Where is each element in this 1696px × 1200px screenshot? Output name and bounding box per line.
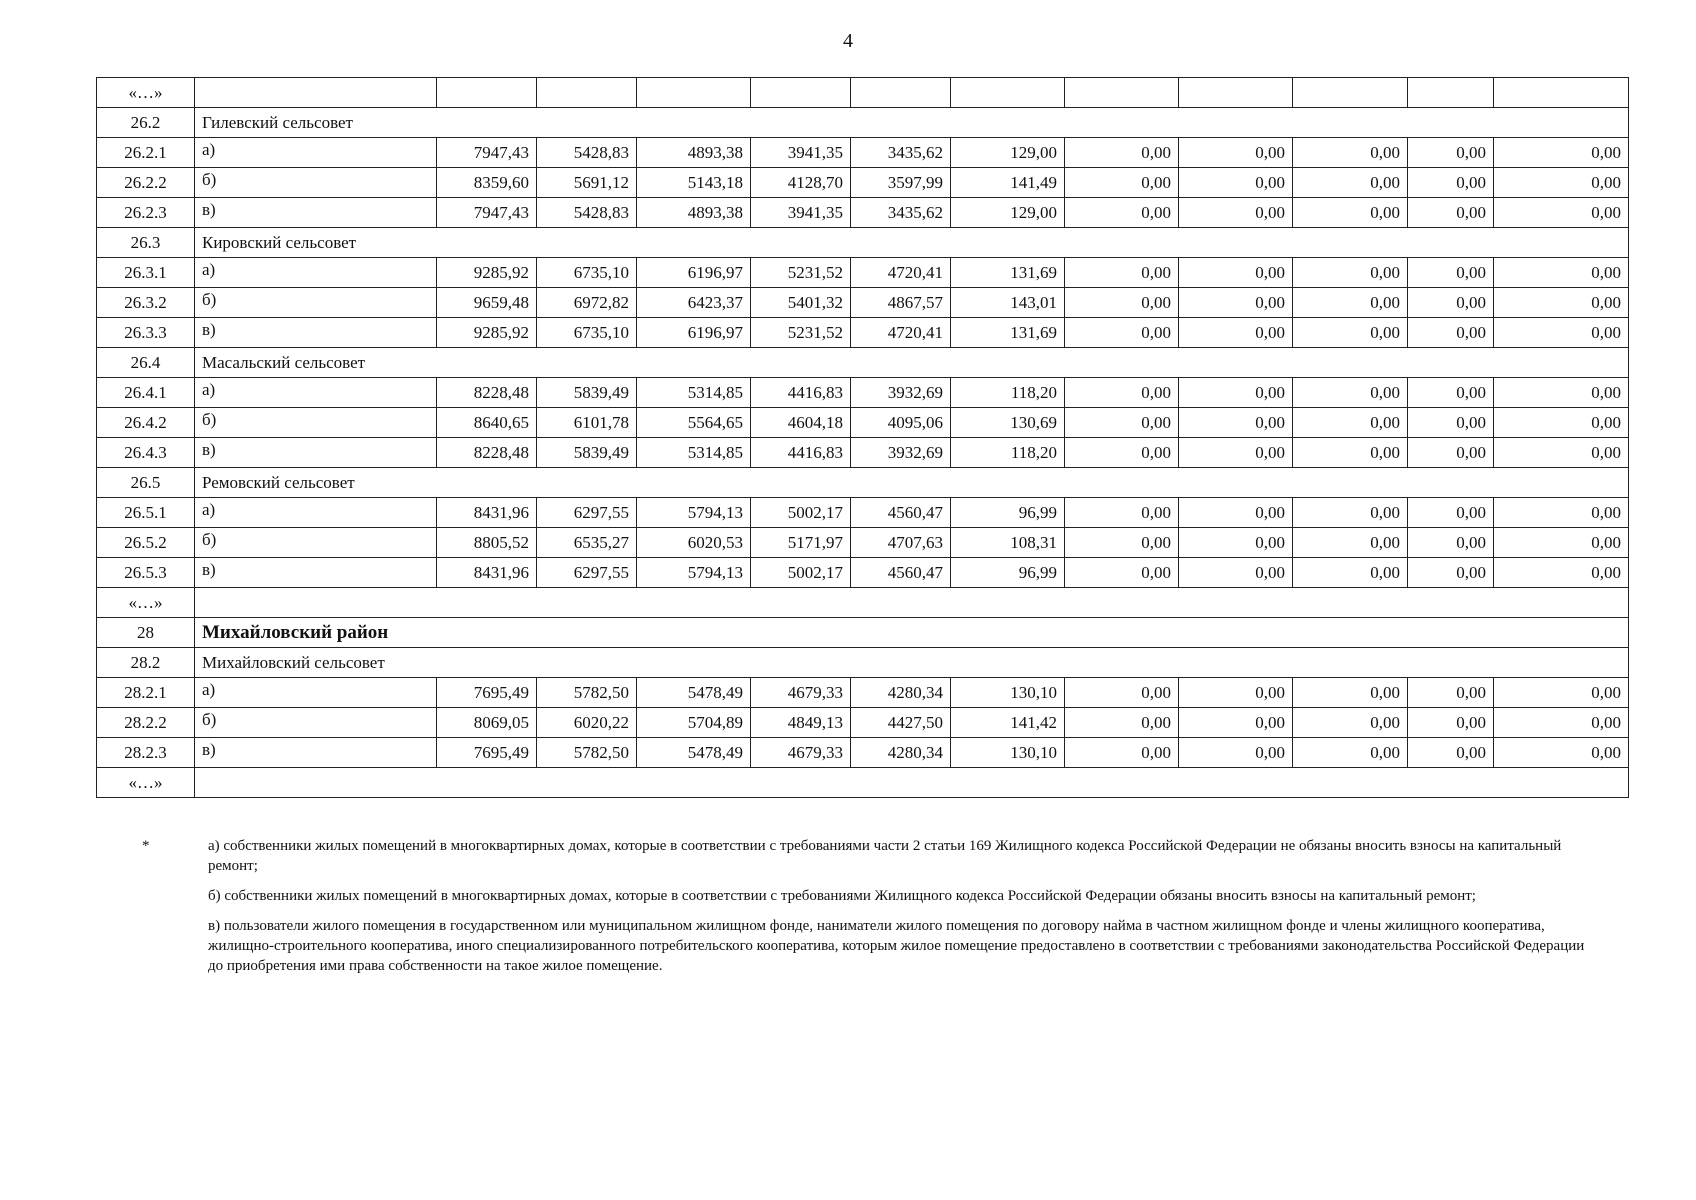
table-row: [97, 138, 1629, 168]
value-cell: 0,00: [1065, 438, 1179, 468]
table-row: [97, 528, 1629, 558]
value-cell: 5691,12: [537, 168, 637, 198]
empty-cell: [851, 78, 951, 108]
value-cell: 0,00: [1494, 558, 1629, 588]
group-header-row: [97, 468, 1629, 498]
value-cell: 4128,70: [751, 168, 851, 198]
value-cell: 5704,89: [637, 708, 751, 738]
table-row: [97, 678, 1629, 708]
district-name: Михайловский район: [195, 618, 1629, 648]
empty-cell: [537, 78, 637, 108]
value-cell: 0,00: [1179, 708, 1293, 738]
row-category: в): [195, 198, 437, 228]
value-cell: 0,00: [1293, 138, 1408, 168]
table-row: [97, 558, 1629, 588]
value-cell: 0,00: [1408, 438, 1494, 468]
group-code: 26.2: [97, 108, 195, 138]
value-cell: 4720,41: [851, 258, 951, 288]
row-category: в): [195, 438, 437, 468]
row-code: 26.4.1: [97, 378, 195, 408]
group-name: Масальский сельсовет: [195, 348, 1629, 378]
value-cell: 6535,27: [537, 528, 637, 558]
value-cell: 8228,48: [437, 438, 537, 468]
value-cell: 4867,57: [851, 288, 951, 318]
value-cell: 130,10: [951, 678, 1065, 708]
value-cell: 0,00: [1408, 288, 1494, 318]
footnote-b: [96, 886, 1596, 906]
value-cell: 8431,96: [437, 558, 537, 588]
group-header-row: [97, 228, 1629, 258]
ellipsis-row: [97, 768, 1629, 798]
row-category: а): [195, 378, 437, 408]
value-cell: 4416,83: [751, 378, 851, 408]
group-name: Ремовский сельсовет: [195, 468, 1629, 498]
value-cell: 0,00: [1065, 678, 1179, 708]
value-cell: 8640,65: [437, 408, 537, 438]
ellipsis-mark: «…»: [97, 768, 195, 798]
value-cell: 4280,34: [851, 678, 951, 708]
row-code: 26.3.3: [97, 318, 195, 348]
value-cell: 6196,97: [637, 258, 751, 288]
value-cell: 0,00: [1494, 258, 1629, 288]
value-cell: 0,00: [1065, 258, 1179, 288]
group-header-row: [97, 648, 1629, 678]
value-cell: 5782,50: [537, 738, 637, 768]
value-cell: 5002,17: [751, 558, 851, 588]
footnote-a: [96, 836, 1596, 876]
empty-cell: [951, 78, 1065, 108]
value-cell: 5231,52: [751, 318, 851, 348]
group-header-row: [97, 348, 1629, 378]
ellipsis-mark: «…»: [97, 588, 195, 618]
value-cell: 131,69: [951, 258, 1065, 288]
ellipsis-row: [97, 588, 1629, 618]
group-code: 26.4: [97, 348, 195, 378]
footnote-marker: *: [142, 838, 150, 854]
value-cell: 7947,43: [437, 138, 537, 168]
table-row: [97, 168, 1629, 198]
value-cell: 3932,69: [851, 438, 951, 468]
empty-cell: [1494, 78, 1629, 108]
empty-cell: [1408, 78, 1494, 108]
value-cell: 0,00: [1408, 168, 1494, 198]
value-cell: 0,00: [1494, 708, 1629, 738]
row-category: б): [195, 528, 437, 558]
value-cell: 8228,48: [437, 378, 537, 408]
row-category: б): [195, 288, 437, 318]
value-cell: 6020,22: [537, 708, 637, 738]
value-cell: 5231,52: [751, 258, 851, 288]
value-cell: 0,00: [1179, 528, 1293, 558]
value-cell: 4679,33: [751, 678, 851, 708]
empty-cell: [437, 78, 537, 108]
value-cell: 0,00: [1065, 198, 1179, 228]
group-header-row: [97, 108, 1629, 138]
value-cell: 3435,62: [851, 198, 951, 228]
value-cell: 6297,55: [537, 558, 637, 588]
value-cell: 0,00: [1293, 258, 1408, 288]
value-cell: 3941,35: [751, 138, 851, 168]
value-cell: 0,00: [1408, 408, 1494, 438]
value-cell: 5478,49: [637, 678, 751, 708]
table-row: [97, 378, 1629, 408]
table-row: [97, 408, 1629, 438]
value-cell: 0,00: [1065, 168, 1179, 198]
table-row: [97, 258, 1629, 288]
value-cell: 0,00: [1293, 708, 1408, 738]
tariff-table: [96, 77, 1629, 798]
value-cell: 0,00: [1065, 498, 1179, 528]
value-cell: 0,00: [1408, 198, 1494, 228]
value-cell: 0,00: [1494, 138, 1629, 168]
value-cell: 0,00: [1179, 168, 1293, 198]
value-cell: 0,00: [1494, 318, 1629, 348]
value-cell: 5314,85: [637, 438, 751, 468]
value-cell: 5002,17: [751, 498, 851, 528]
value-cell: 6735,10: [537, 258, 637, 288]
value-cell: 5171,97: [751, 528, 851, 558]
value-cell: 4893,38: [637, 138, 751, 168]
value-cell: 0,00: [1408, 678, 1494, 708]
value-cell: 7695,49: [437, 738, 537, 768]
table-row: [97, 498, 1629, 528]
value-cell: 0,00: [1293, 378, 1408, 408]
table-row: [97, 288, 1629, 318]
row-code: 26.2.1: [97, 138, 195, 168]
value-cell: 0,00: [1408, 258, 1494, 288]
row-category: в): [195, 558, 437, 588]
value-cell: 4707,63: [851, 528, 951, 558]
value-cell: 0,00: [1408, 708, 1494, 738]
value-cell: 96,99: [951, 498, 1065, 528]
footnote-text: б) собственники жилых помещений в многоквартирных домах, которые в соответствии с требованиями Жилищного кодекса Российской Федерации обязаны вносить взносы на капитальный ремонт;: [208, 888, 1476, 904]
value-cell: 8805,52: [437, 528, 537, 558]
row-code: 28.2.1: [97, 678, 195, 708]
group-code: 28.2: [97, 648, 195, 678]
value-cell: 4893,38: [637, 198, 751, 228]
group-name: Михайловский сельсовет: [195, 648, 1629, 678]
value-cell: 0,00: [1065, 558, 1179, 588]
value-cell: 0,00: [1494, 378, 1629, 408]
value-cell: 0,00: [1065, 738, 1179, 768]
value-cell: 5839,49: [537, 438, 637, 468]
value-cell: 4427,50: [851, 708, 951, 738]
row-category: а): [195, 678, 437, 708]
value-cell: 5143,18: [637, 168, 751, 198]
value-cell: 8359,60: [437, 168, 537, 198]
value-cell: 4560,47: [851, 558, 951, 588]
value-cell: 0,00: [1065, 378, 1179, 408]
value-cell: 6196,97: [637, 318, 751, 348]
value-cell: 3597,99: [851, 168, 951, 198]
value-cell: 6972,82: [537, 288, 637, 318]
value-cell: 0,00: [1408, 318, 1494, 348]
value-cell: 0,00: [1408, 528, 1494, 558]
group-code: 26.3: [97, 228, 195, 258]
value-cell: 3941,35: [751, 198, 851, 228]
value-cell: 141,49: [951, 168, 1065, 198]
value-cell: 0,00: [1065, 138, 1179, 168]
row-code: 26.4.2: [97, 408, 195, 438]
value-cell: 0,00: [1179, 288, 1293, 318]
value-cell: 0,00: [1065, 288, 1179, 318]
value-cell: 5428,83: [537, 138, 637, 168]
value-cell: 7695,49: [437, 678, 537, 708]
value-cell: 6423,37: [637, 288, 751, 318]
value-cell: 96,99: [951, 558, 1065, 588]
value-cell: 0,00: [1293, 558, 1408, 588]
ellipsis-row: [97, 78, 1629, 108]
value-cell: 0,00: [1179, 318, 1293, 348]
row-code: 26.4.3: [97, 438, 195, 468]
value-cell: 0,00: [1408, 138, 1494, 168]
value-cell: 0,00: [1293, 498, 1408, 528]
empty-cell: [195, 588, 1629, 618]
value-cell: 129,00: [951, 138, 1065, 168]
footnote-text: а) собственники жилых помещений в многоквартирных домах, которые в соответствии с требованиями части 2 статьи 169 Жилищного кодекса Российской Федерации не обязаны вносить взносы на капитальный ремонт;: [208, 838, 1562, 874]
row-category: б): [195, 168, 437, 198]
value-cell: 0,00: [1293, 438, 1408, 468]
value-cell: 7947,43: [437, 198, 537, 228]
value-cell: 0,00: [1408, 378, 1494, 408]
value-cell: 9659,48: [437, 288, 537, 318]
value-cell: 5564,65: [637, 408, 751, 438]
table-row: [97, 438, 1629, 468]
value-cell: 0,00: [1179, 408, 1293, 438]
value-cell: 0,00: [1179, 498, 1293, 528]
value-cell: 0,00: [1494, 438, 1629, 468]
value-cell: 6101,78: [537, 408, 637, 438]
value-cell: 9285,92: [437, 258, 537, 288]
value-cell: 0,00: [1293, 408, 1408, 438]
table-row: [97, 198, 1629, 228]
value-cell: 0,00: [1494, 528, 1629, 558]
value-cell: 0,00: [1179, 258, 1293, 288]
value-cell: 6020,53: [637, 528, 751, 558]
value-cell: 0,00: [1179, 138, 1293, 168]
value-cell: 4679,33: [751, 738, 851, 768]
value-cell: 5839,49: [537, 378, 637, 408]
page-number: 4: [843, 30, 853, 52]
value-cell: 0,00: [1293, 318, 1408, 348]
value-cell: 4849,13: [751, 708, 851, 738]
value-cell: 0,00: [1494, 678, 1629, 708]
value-cell: 0,00: [1293, 738, 1408, 768]
row-category: б): [195, 408, 437, 438]
group-name: Гилевский сельсовет: [195, 108, 1629, 138]
row-code: 26.3.2: [97, 288, 195, 318]
row-code: 26.5.3: [97, 558, 195, 588]
row-code: 26.2.3: [97, 198, 195, 228]
empty-cell: [637, 78, 751, 108]
empty-cell: [1293, 78, 1408, 108]
value-cell: 8431,96: [437, 498, 537, 528]
footnotes: [96, 836, 1596, 986]
value-cell: 8069,05: [437, 708, 537, 738]
value-cell: 5314,85: [637, 378, 751, 408]
table-body: [97, 78, 1629, 798]
footnote-text: в) пользователи жилого помещения в государственном или муниципальном жилищном фонде, наниматели жилого помещения по договору найма в частном жилищном фонде и члены жилищного кооператива, жилищно-строительного кооператива, иного специализированного потребительского кооператива, которым жилое помещение предоставлено в соответствии с требованиями законодательства Российской Федерации до приобретения ими права собственности на такое жилое помещение.: [208, 918, 1585, 974]
row-category: б): [195, 708, 437, 738]
value-cell: 4720,41: [851, 318, 951, 348]
value-cell: 0,00: [1494, 738, 1629, 768]
empty-cell: [1179, 78, 1293, 108]
value-cell: 9285,92: [437, 318, 537, 348]
value-cell: 0,00: [1494, 498, 1629, 528]
footnote-c: [96, 916, 1596, 976]
row-code: 26.5.2: [97, 528, 195, 558]
value-cell: 108,31: [951, 528, 1065, 558]
value-cell: 141,42: [951, 708, 1065, 738]
value-cell: 118,20: [951, 438, 1065, 468]
value-cell: 4095,06: [851, 408, 951, 438]
value-cell: 130,10: [951, 738, 1065, 768]
empty-cell: [1065, 78, 1179, 108]
value-cell: 0,00: [1408, 738, 1494, 768]
group-code: 26.5: [97, 468, 195, 498]
value-cell: 0,00: [1179, 678, 1293, 708]
row-category: а): [195, 138, 437, 168]
table-row: [97, 708, 1629, 738]
value-cell: 0,00: [1065, 708, 1179, 738]
value-cell: 0,00: [1408, 498, 1494, 528]
value-cell: 0,00: [1179, 378, 1293, 408]
district-code: 28: [97, 618, 195, 648]
empty-cell: [195, 78, 437, 108]
value-cell: 0,00: [1494, 168, 1629, 198]
value-cell: 118,20: [951, 378, 1065, 408]
value-cell: 0,00: [1179, 738, 1293, 768]
row-category: а): [195, 258, 437, 288]
value-cell: 5478,49: [637, 738, 751, 768]
district-header-row: [97, 618, 1629, 648]
value-cell: 0,00: [1494, 408, 1629, 438]
row-category: в): [195, 318, 437, 348]
value-cell: 0,00: [1179, 198, 1293, 228]
value-cell: 0,00: [1179, 558, 1293, 588]
value-cell: 0,00: [1494, 288, 1629, 318]
value-cell: 4604,18: [751, 408, 851, 438]
value-cell: 0,00: [1065, 408, 1179, 438]
row-category: а): [195, 498, 437, 528]
row-category: в): [195, 738, 437, 768]
value-cell: 129,00: [951, 198, 1065, 228]
row-code: 28.2.2: [97, 708, 195, 738]
value-cell: 4280,34: [851, 738, 951, 768]
row-code: 28.2.3: [97, 738, 195, 768]
value-cell: 0,00: [1494, 198, 1629, 228]
value-cell: 4416,83: [751, 438, 851, 468]
value-cell: 5401,32: [751, 288, 851, 318]
value-cell: 4560,47: [851, 498, 951, 528]
value-cell: 6297,55: [537, 498, 637, 528]
value-cell: 0,00: [1293, 168, 1408, 198]
value-cell: 6735,10: [537, 318, 637, 348]
value-cell: 0,00: [1179, 438, 1293, 468]
value-cell: 131,69: [951, 318, 1065, 348]
value-cell: 5428,83: [537, 198, 637, 228]
table-row: [97, 318, 1629, 348]
value-cell: 0,00: [1293, 528, 1408, 558]
group-name: Кировский сельсовет: [195, 228, 1629, 258]
value-cell: 0,00: [1293, 288, 1408, 318]
value-cell: 130,69: [951, 408, 1065, 438]
value-cell: 5794,13: [637, 498, 751, 528]
value-cell: 0,00: [1408, 558, 1494, 588]
value-cell: 3932,69: [851, 378, 951, 408]
value-cell: 3435,62: [851, 138, 951, 168]
table-row: [97, 738, 1629, 768]
row-code: 26.3.1: [97, 258, 195, 288]
value-cell: 0,00: [1293, 198, 1408, 228]
empty-cell: [195, 768, 1629, 798]
value-cell: 0,00: [1065, 318, 1179, 348]
value-cell: 0,00: [1293, 678, 1408, 708]
row-code: 26.2.2: [97, 168, 195, 198]
value-cell: 143,01: [951, 288, 1065, 318]
empty-cell: [751, 78, 851, 108]
value-cell: 5794,13: [637, 558, 751, 588]
row-code: 26.5.1: [97, 498, 195, 528]
value-cell: 0,00: [1065, 528, 1179, 558]
value-cell: 5782,50: [537, 678, 637, 708]
ellipsis-mark: «…»: [97, 78, 195, 108]
